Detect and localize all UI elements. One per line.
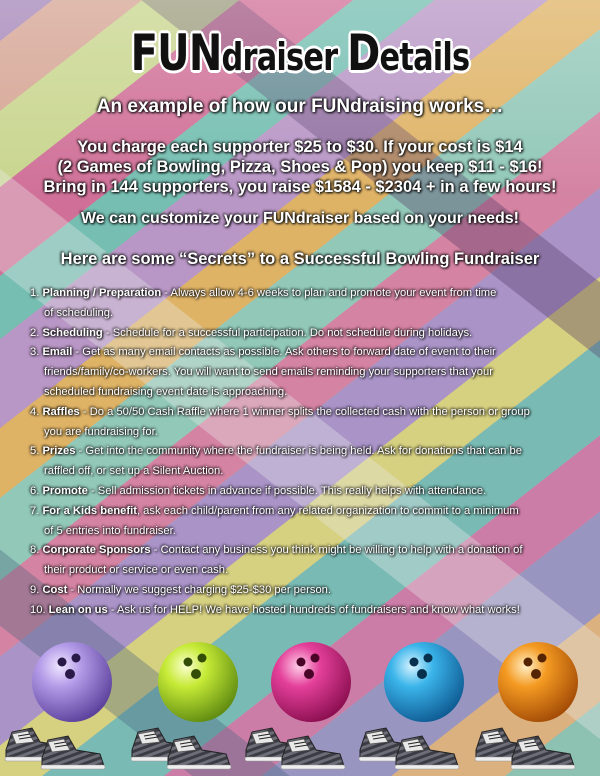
customize-statement: We can customize your FUNdraiser based on your needs! <box>80 210 520 227</box>
list-item: 1. Planning / Preparation - Always allow 4-6 weeks to plan and promote your event from time of scheduling. <box>30 287 497 319</box>
list-item: 7. For a Kids benefit, ask each child/parent from any related organization to commit to a minimum of 5 entries into fundraiser. <box>30 504 519 537</box>
list-item: 4. Raffles - Do a 50/50 Cash Raffle where 1 winner splits the collected cash with the person or group you are fundraising for. <box>30 405 530 438</box>
list-item: 9. Cost - Normally we suggest charging $25-$30 per person. <box>30 583 331 596</box>
list-item: 2. Scheduling - Schedule for a successful participation. Do not schedule during holidays. <box>30 326 473 339</box>
bowling-shoes-icon <box>245 728 345 769</box>
tip-title: Scheduling <box>42 326 103 339</box>
list-item: 8. Corporate Sponsors - Contact any business you think might be willing to help with a donation of their product or service or even cash. <box>30 544 523 577</box>
tip-title: Lean on us <box>48 603 108 616</box>
tip-title: Email <box>42 346 73 359</box>
bowling-props-illustration <box>0 636 600 776</box>
tip-title: Cost <box>42 583 68 596</box>
tip-title: Raffles <box>42 405 80 418</box>
intro-line: You charge each supporter $25 to $30. If your cost is $14 <box>77 138 523 156</box>
bowling-ball-icon <box>32 642 112 722</box>
bowling-shoes-icon <box>131 728 231 769</box>
tip-title: Corporate Sponsors <box>42 544 151 557</box>
list-item: 10. Lean on us - Ask us for HELP! We have hosted hundreds of fundraisers and know what works! <box>30 603 520 616</box>
tip-title: Promote <box>42 484 88 497</box>
intro-paragraph <box>0 137 600 197</box>
intro-line: Bring in 144 supporters, you raise $1584 - $2304 + in a few hours! <box>43 178 557 196</box>
bowling-ball-icon <box>271 642 351 722</box>
tip-title: Planning / Preparation <box>42 287 162 299</box>
secrets-heading: Here are some “Secrets” to a Successful Bowling Fundraiser <box>60 250 540 268</box>
list-item: 3. Email - Get as many email contacts as possible. Ask others to forward date of event to their friends/family/co-workers. You will want to send emails reminding your supporters that your scheduled fundraising event date is approaching. <box>30 346 496 398</box>
page-title: FUNdraiser Details <box>130 24 470 82</box>
bowling-shoes-icon <box>359 728 459 769</box>
subtitle: An example of how our FUNdraising works… <box>96 96 504 117</box>
list-item: 6. Promote - Sell admission tickets in advance if possible. This really helps with attendance. <box>30 484 487 497</box>
bowling-shoes-icon <box>5 728 105 769</box>
bowling-ball-icon <box>384 642 464 722</box>
tips-list <box>30 284 578 621</box>
list-item: 5. Prizes - Get into the community where the fundraiser is being held. Ask for donations that can be raffled off, or set up a Silent Auction. <box>30 445 522 478</box>
bowling-ball-icon <box>498 642 578 722</box>
tip-title: For a Kids benefit <box>42 504 137 517</box>
intro-line: (2 Games of Bowling, Pizza, Shoes & Pop) you keep $11 - $16! <box>57 158 543 176</box>
tip-title: Prizes <box>42 445 76 458</box>
bowling-ball-icon <box>158 642 238 722</box>
bowling-shoes-icon <box>475 728 575 769</box>
